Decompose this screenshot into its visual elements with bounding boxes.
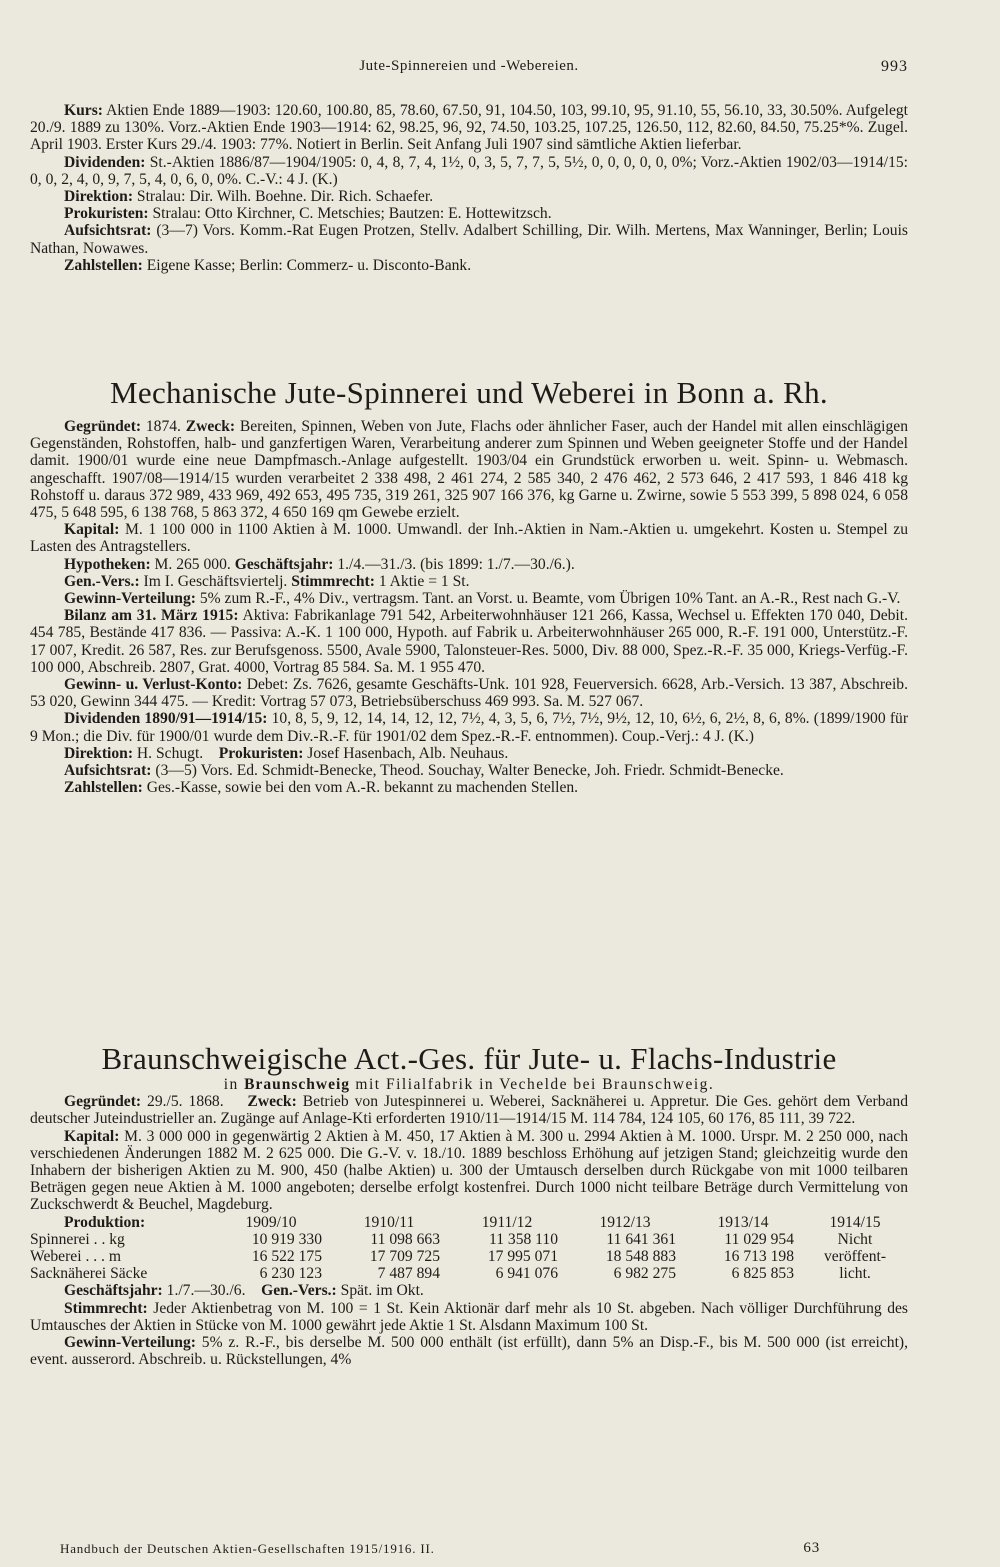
braun-gewinnverteilung-label: Gewinn-Verteilung: <box>64 1334 196 1352</box>
produktion-year: 1912/13 <box>599 1213 651 1231</box>
braun-zweck-label: Zweck: <box>247 1093 297 1111</box>
bonn-zweck-label: Zweck: <box>185 418 236 435</box>
running-title: Jute-Spinnereien und -Webereien. <box>359 58 579 74</box>
aufsichtsrat-text: (3—7) Vors. Komm.-Rat Eugen Protzen, Stellv. Adalbert Schilling, Dir. Wilh. Mertens, Max Wanninger, Berlin; Louis Nathan, Nowawes. <box>30 222 908 257</box>
kurs-text: Aktien Ende 1889—1903: 120.60, 100.80, 85, 78.60, 67.50, 91, 104.50, 103, 99.10, 95, 91.10, 55, 56.10, 33, 30.50%. Aufgelegt 20./9. 1889 zu 130%. Vorz.-Aktien Ende 1903—1914: 62, 98.25, 96, 92, 74.50, 103.25, 107.25, 126.50, 112, 82.60, 84.50, 75.25*%. Zugel. April 1903. Erster Kurs 29./4. 1903: 77%. Notiert in Berlin. Seit Anfang Juli 1907 sind sämtliche Aktien lieferbar. <box>30 102 908 154</box>
bonn-prokuristen-value: Josef Hasenbach, Alb. Neuhaus. <box>303 744 509 762</box>
produktion-cell: 16 713 198 <box>723 1248 794 1266</box>
braun-zweck-text: Betrieb von Jutespinnerei u. Weberei, Sacknäherei u. Appretur. Die Ges. gehört dem Verband deutscher Juteindustrieller an. Zugänge auf Anlage-Kti erforderten 1910/11—1914/15 M. 114 784, 124 105, 60 176, 85 111, 39 722. <box>30 1093 908 1128</box>
bonn-dividenden-text: 10, 8, 5, 9, 12, 14, 14, 12, 12, 7½, 4, 3, 5, 6, 7½, 7½, 9½, 12, 10, 6½, 6, 2½, 8, 6, 8%. (1899/1900 für 9 Mon.; die Div. für 1900/01 wurde dem Div.-R.-F. für 1901/02 dem Spez.-R.-F. entnommen). Coup.-Verj.: 4 J. (K.) <box>30 710 909 745</box>
braun-geschaeftsjahr-paragraph <box>30 1282 908 1299</box>
aufsichtsrat-paragraph <box>30 222 908 256</box>
zahlstellen-label: Zahlstellen: <box>64 256 143 274</box>
bonn-bilanz-text: Aktiva: Fabrikanlage 791 542, Arbeiterwohnhäuser 121 266, Kassa, Wechsel u. Effekten 170 040, Debit. 454 785, Bestände 417 836. — Passiva: A.-K. 1 100 000, Hypoth. auf Fabrik u. Arbeiterwohnhäuser 265 000, R.-F. 191 000, Unterstütz.-F. 17 007, Kredit. 26 587, Res. zur Berufsgenoss. 5500, Avale 5900, Talonsteuer-Res. 5000, Div. 88 000, Spez.-R.-F. 35 000, Kriegs-Verfüg.-F. 100 000, Abschreib. 2807, Grat. 4000, Vortrag 85 584. Sa. M. 1 955 470. <box>30 607 908 676</box>
produktion-cell: 17 995 071 <box>487 1248 558 1266</box>
bonn-genvers-label: Gen.-Vers.: <box>64 572 140 590</box>
page-number: 993 <box>881 58 908 75</box>
bonn-gewinnverteilung-label: Gewinn-Verteilung: <box>64 590 196 608</box>
braun-kapital-label: Kapital: <box>64 1127 120 1145</box>
produktion-cell: licht. <box>839 1265 871 1283</box>
bonn-zahlstellen-text: Ges.-Kasse, sowie bei den vom A.-R. bekannt zu machenden Stellen. <box>142 779 579 797</box>
subtitle-city: Braunschweig <box>244 1076 351 1093</box>
braunschweig-entry <box>30 1042 908 1368</box>
braun-gewinnverteilung-text: 5% z. R.-F., bis derselbe M. 500 000 enthält (ist erfüllt), dann 5% an Disp.-F., bis M. 500 000 (ist erreicht), event. ausserord. Abschreib. u. Rückstellungen, 4% <box>30 1334 908 1369</box>
produktion-cell: 11 098 663 <box>370 1230 440 1248</box>
bonn-gegruendet-label: Gegründet: <box>64 418 142 435</box>
produktion-cell: 6 982 275 <box>613 1265 676 1283</box>
braun-gewinnverteilung-paragraph <box>30 1334 908 1368</box>
page-footer <box>60 1540 820 1557</box>
footer-page-number: 63 <box>803 1540 820 1556</box>
bonn-kapital-label: Kapital: <box>64 521 120 539</box>
previous-entry-continuation <box>30 102 908 274</box>
bonn-bilanz-label: Bilanz am 31. März 1915: <box>64 607 239 625</box>
bonn-aufsichtsrat-text: (3—5) Vors. Ed. Schmidt-Benecke, Theod. Souchay, Walter Benecke, Joh. Friedr. Schmidt-Benecke. <box>151 762 784 780</box>
braun-gegruendet-value: 29./5. 1868. <box>141 1093 224 1111</box>
bonn-kapital-paragraph <box>30 521 908 555</box>
produktion-cell: Nicht <box>837 1230 873 1248</box>
bonn-aufsichtsrat-paragraph <box>30 762 908 779</box>
bonn-hypotheken-value: M. 265 000. <box>150 555 231 573</box>
bonn-stimmrecht-label: Stimmrecht: <box>291 572 375 590</box>
produktion-table <box>30 1214 908 1283</box>
direktion-paragraph <box>30 188 908 205</box>
bonn-bilanz-paragraph <box>30 607 908 676</box>
braun-genvers-label: Gen.-Vers.: <box>261 1282 337 1300</box>
produktion-cell: 16 522 175 <box>251 1248 322 1266</box>
produktion-row-name: Sacknäherei Säcke <box>30 1265 148 1283</box>
dividenden-text: St.-Aktien 1886/87—1904/1905: 0, 4, 8, 7, 4, 1½, 0, 3, 5, 7, 7, 5, 5½, 0, 0, 0, 0, 0, 0%; Vorz.-Aktien 1902/03—1914/15: 0, 0, 2, 4, 0, 9, 7, 5, 4, 0, 6, 0, 0%. C.-V.: 4 J. (K.) <box>30 153 908 188</box>
braun-genvers-value: Spät. im Okt. <box>336 1282 424 1300</box>
produktion-year: 1913/14 <box>717 1213 769 1231</box>
braun-kapital-paragraph <box>30 1128 908 1214</box>
bonn-dividenden-paragraph <box>30 710 908 744</box>
bonn-genvers-paragraph <box>30 573 908 590</box>
braun-gegruendet-label: Gegründet: <box>64 1093 142 1111</box>
produktion-cell: 6 825 853 <box>731 1265 794 1283</box>
braunschweig-title: Braunschweigische Act.-Ges. für Jute- u. Flachs-Industrie <box>101 1041 837 1076</box>
bonn-gegruendet-value: 1874. <box>141 418 181 435</box>
bonn-geschaeftsjahr-label: Geschäftsjahr: <box>234 555 334 573</box>
produktion-row-name: Weberei . . . m <box>30 1248 121 1266</box>
produktion-row <box>30 1265 908 1282</box>
braun-stimmrecht-text: Jeder Aktienbetrag von M. 100 = 1 St. Kein Aktionär darf mehr als 10 St. abgeben. Nach völliger Durchführung des Umtausches der Aktien in Stücke von M. 1000 gewährt jede Aktie 1 St. Alsdann Maximum 100 St. <box>30 1299 908 1334</box>
bonn-prokuristen-label: Prokuristen: <box>218 744 304 762</box>
running-header <box>30 58 908 80</box>
prokuristen-paragraph <box>30 205 908 222</box>
bonn-aufsichtsrat-label: Aufsichtsrat: <box>64 762 152 780</box>
bonn-direktion-value: H. Schugt. <box>133 744 204 762</box>
bonn-guv-label: Gewinn- u. Verlust-Konto: <box>64 676 243 694</box>
produktion-year: 1909/10 <box>245 1213 297 1231</box>
bonn-zweck-paragraph <box>30 418 908 521</box>
kurs-label: Kurs: <box>64 102 103 119</box>
direktion-text: Stralau: Dir. Wilh. Boehne. Dir. Rich. Schaefer. <box>133 188 434 206</box>
produktion-row <box>30 1248 908 1265</box>
bonn-genvers-value: Im I. Geschäftsviertelj. <box>139 572 288 590</box>
produktion-cell: 11 641 361 <box>606 1230 676 1248</box>
braun-stimmrecht-paragraph <box>30 1300 908 1334</box>
bonn-kapital-text: M. 1 100 000 in 1100 Aktien à M. 1000. Umwandl. der Inh.-Aktien in Nam.-Aktien u. umgekehrt. Kosten u. Stempel zu Lasten des Antragstellers. <box>30 521 908 556</box>
produktion-cell: 6 941 076 <box>495 1265 558 1283</box>
bonn-zweck-text: Bereiten, Spinnen, Weben von Jute, Flachs oder ähnlicher Faser, auch der Handel mit allen einschlägigen Gegenständen, Rohstoffen, halb- und ganzfertigen Waren, Verarbeitung anderer zum Spinnen und Weben geeigneter Stoffe und der Handel damit. 1900/01 wurde eine neue Dampfmasch.-Anlage aufgestellt. 1903/04 ein Grundstück erworben u. weit. Spinn- u. Webmasch. angeschafft. 1907/08—1914/15 wurden verarbeitet 2 338 498, 2 461 274, 2 585 340, 2 476 462, 2 573 646, 2 417 593, 1 846 418 kg Rohstoff u. daraus 372 989, 433 969, 492 653, 495 735, 319 261, 325 907 166 376, kg Garne u. Zwirne, sowie 5 553 399, 5 898 024, 6 058 475, 5 648 595, 6 138 768, 5 863 372, 4 650 169 qm Gewebe erzielt. <box>30 418 908 522</box>
bonn-gewinnverteilung-text: 5% zum R.-F., 4% Div., vertragsm. Tant. an Vorst. u. Beamte, vom Übrigen 10% Tant. an A.-R., Rest nach G.-V. <box>195 590 901 608</box>
produktion-cell: 7 487 894 <box>377 1265 440 1283</box>
prokuristen-label: Prokuristen: <box>64 205 149 223</box>
zahlstellen-text: Eigene Kasse; Berlin: Commerz- u. Disconto-Bank. <box>142 256 472 274</box>
produktion-cell: 18 548 883 <box>605 1248 676 1266</box>
produktion-cell: 10 919 330 <box>251 1230 322 1248</box>
produktion-cell: 6 230 123 <box>259 1265 322 1283</box>
bonn-guv-text: Debet: Zs. 7626, gesamte Geschäfts-Unk. 101 928, Feuerversich. 6628, Arb.-Versich. 13 387, Abschreib. 53 020, Gewinn 344 475. — Kredit: Vortrag 57 073, Betriebsüberschuss 469 993. Sa. M. 527 067. <box>30 676 908 711</box>
bonn-direktion-paragraph <box>30 745 908 762</box>
produktion-year: 1910/11 <box>363 1213 415 1231</box>
produktion-label: Produktion: <box>64 1213 146 1231</box>
braun-stimmrecht-label: Stimmrecht: <box>64 1299 148 1317</box>
bonn-entry <box>30 376 908 796</box>
bonn-gewinnverteilung-paragraph <box>30 590 908 607</box>
bonn-stimmrecht-value: 1 Aktie = 1 St. <box>374 572 470 590</box>
dividenden-paragraph <box>30 154 908 188</box>
produktion-cell: 17 709 725 <box>369 1248 440 1266</box>
produktion-year: 1914/15 <box>829 1213 881 1231</box>
prokuristen-text: Stralau: Otto Kirchner, C. Metschies; Bautzen: E. Hottewitzsch. <box>148 205 552 223</box>
direktion-label: Direktion: <box>64 188 134 206</box>
produktion-cell: veröffent- <box>823 1248 887 1266</box>
kurs-paragraph <box>30 102 908 154</box>
bonn-title: Mechanische Jute-Spinnerei und Weberei in Bonn a. Rh. <box>110 375 828 410</box>
bonn-hypotheken-label: Hypotheken: <box>64 555 151 573</box>
dividenden-label: Dividenden: <box>64 153 146 171</box>
braunschweig-subtitle <box>30 1076 908 1093</box>
footer-text: Handbuch der Deutschen Aktien-Gesellschaften 1915/1916. II. <box>60 1541 435 1556</box>
produktion-row-name: Spinnerei . . kg <box>30 1230 125 1248</box>
bonn-geschaeftsjahr-value: 1./4.—31./3. (bis 1899: 1./7.—30./6.). <box>333 555 575 573</box>
subtitle-rest: mit Filialfabrik in Vechelde bei Braunschweig. <box>350 1076 715 1093</box>
bonn-dividenden-label: Dividenden 1890/91—1914/15: <box>64 710 268 728</box>
produktion-header-row <box>30 1214 908 1231</box>
aufsichtsrat-label: Aufsichtsrat: <box>64 222 152 240</box>
bonn-zahlstellen-paragraph <box>30 779 908 796</box>
produktion-year: 1911/12 <box>481 1213 533 1231</box>
bonn-hypotheken-paragraph <box>30 556 908 573</box>
braun-geschaeftsjahr-value: 1./7.—30./6. <box>162 1282 246 1300</box>
zahlstellen-paragraph <box>30 257 908 274</box>
produktion-cell: 11 358 110 <box>488 1230 558 1248</box>
produktion-cell: 11 029 954 <box>724 1230 794 1248</box>
bonn-direktion-label: Direktion: <box>64 744 134 762</box>
produktion-row <box>30 1231 908 1248</box>
bonn-zahlstellen-label: Zahlstellen: <box>64 779 143 797</box>
bonn-guv-paragraph <box>30 676 908 710</box>
braun-geschaeftsjahr-label: Geschäftsjahr: <box>64 1282 163 1300</box>
subtitle-in: in <box>223 1076 239 1093</box>
braun-kapital-text: M. 3 000 000 in gegenwärtig 2 Aktien à M. 450, 17 Aktien à M. 300 u. 2994 Aktien à M. 1000. Urspr. M. 2 250 000, nach verschiedenen Änderungen 1882 M. 2 625 000. Die G.-V. v. 18./10. 1889 beschloss Erhöhung auf jetzigen Stand; gleichzeitig wurde den Inhabern der bisherigen Aktien zu M. 900, 450 (halbe Aktien) u. 300 der Umtausch derselben durch Rückgabe von mit 1000 teilbaren Beträgen gegen neue Aktien à M. 1000 angeboten; derselbe erfolgt kostenfrei. Durch 1000 nicht teilbare Beträge durch Vermittelung von Zuckschwerdt & Beuchel, Magdeburg. <box>30 1127 908 1214</box>
braun-zweck-paragraph <box>30 1093 908 1127</box>
